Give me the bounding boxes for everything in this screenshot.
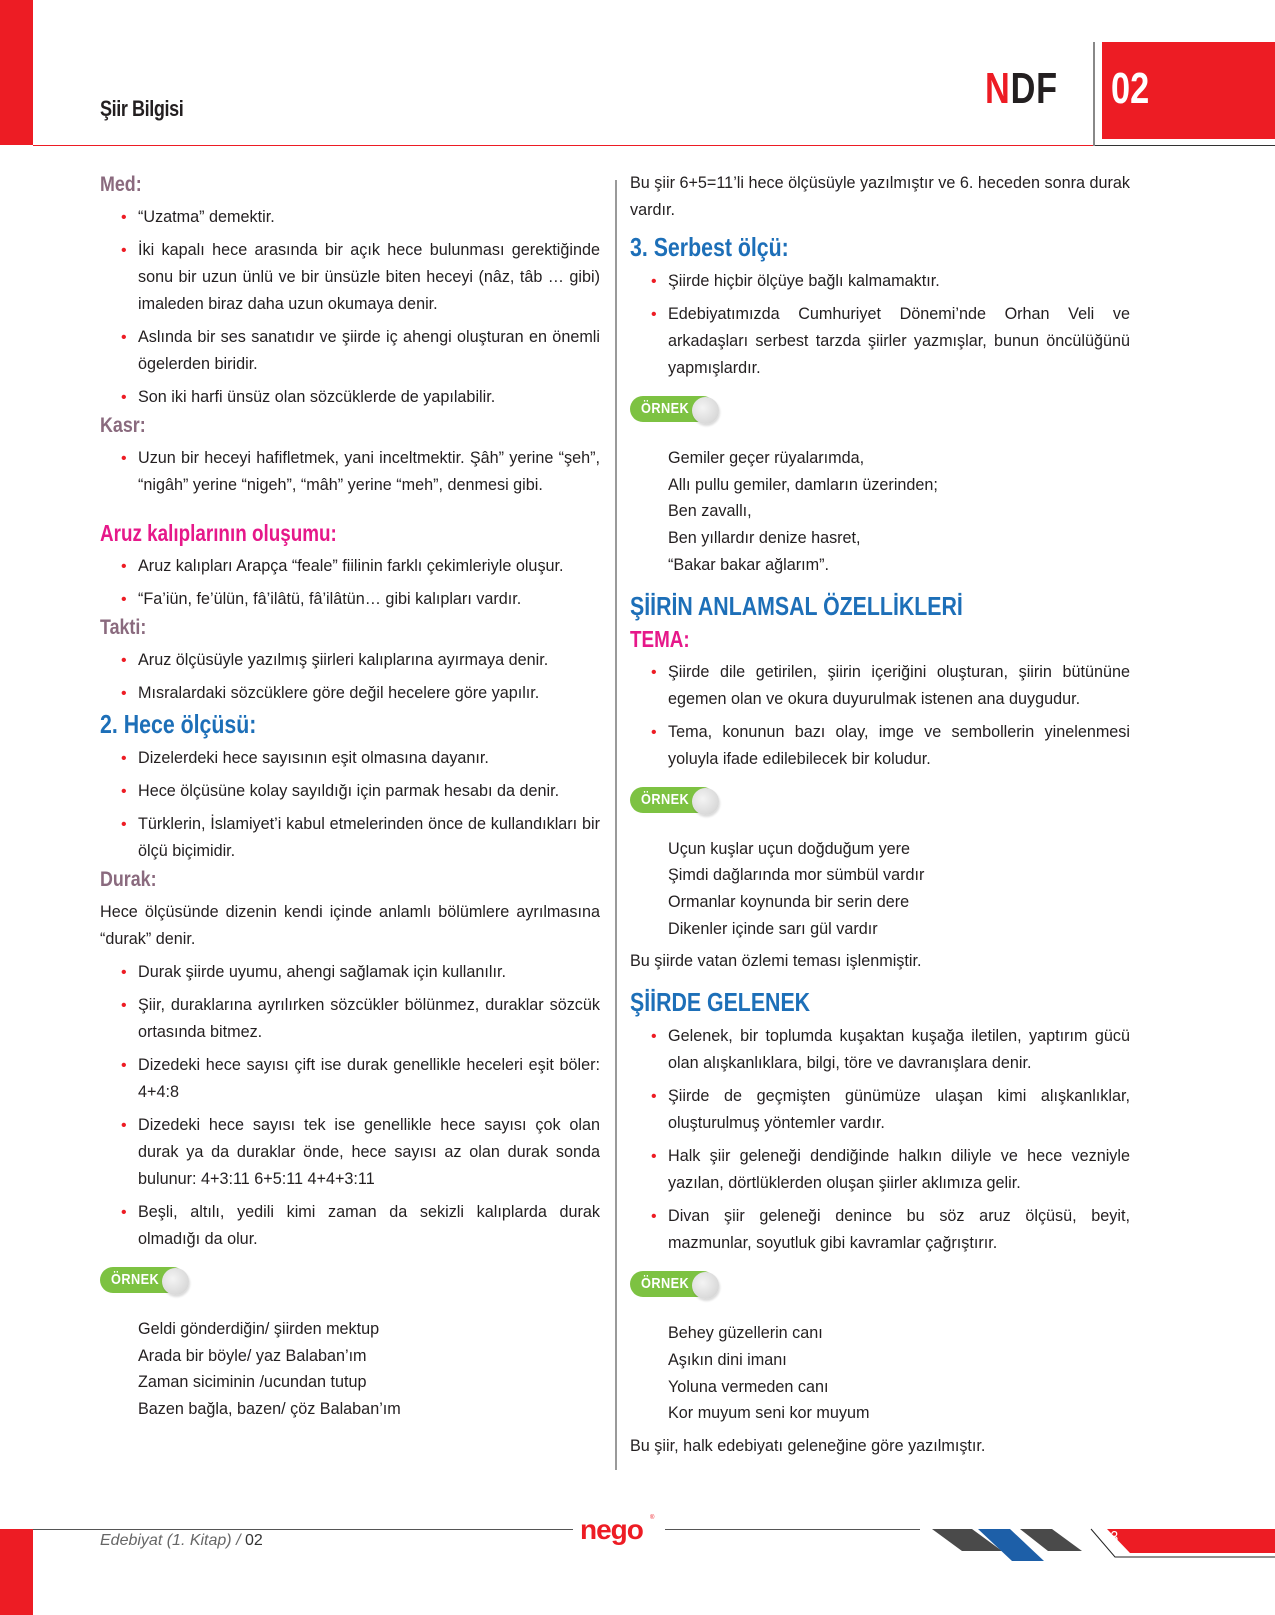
- ornek-label: ÖRNEK: [111, 1271, 160, 1288]
- example-poem: [630, 836, 1130, 943]
- list-item: • Hece ölçüsüne kolay sayıldığı için parmak hesabı da denir.: [100, 778, 600, 805]
- ornek-knob-icon: [162, 1268, 189, 1295]
- list-item: • Aruz kalıpları Arapça “feale” fiilinin farklı çekimleriyle oluşur.: [100, 553, 600, 580]
- poem-line: Kor muyum seni kor muyum: [668, 1404, 870, 1423]
- poem-line: Ben yıllardır denize hasret,: [668, 529, 861, 548]
- tema-note: Bu şiirde vatan özlemi teması işlenmiştir.: [630, 952, 922, 971]
- poem-line: Arada bir böyle/ yaz Balaban’ım: [138, 1346, 367, 1365]
- poem-line: Zaman siciminin /ucundan tutup: [138, 1373, 367, 1392]
- durak-intro: Hece ölçüsünde dizenin kendi içinde anlamlı bölümlere ayrılmasına “durak” denir.: [100, 903, 600, 948]
- list-item: • Aruz ölçüsüyle yazılmış şiirleri kalıplarına ayırmaya denir.: [100, 647, 600, 674]
- aruz-list: [100, 553, 600, 613]
- list-item: • Türklerin, İslamiyet’i kabul etmelerinden önce de kullandıkları bir ölçü biçimidir.: [100, 811, 600, 865]
- page-topic: Şiir Bilgisi: [100, 96, 184, 121]
- list-item: • Şiir, duraklarına ayrılırken sözcükler bölünmez, duraklar sözcük ortasında bitmez.: [100, 992, 600, 1046]
- section-gelenek-title: ŞİİRDE GELENEK: [630, 987, 811, 1018]
- gelenek-list: [630, 1023, 1130, 1257]
- poem-line: Dikenler içinde sarı gül vardır: [668, 919, 878, 938]
- svg-text:®: ®: [650, 1515, 655, 1521]
- list-item: • Dizedeki hece sayısı çift ise durak genellikle heceleri eşit böler: 4+4:8: [100, 1052, 600, 1106]
- list-item: • Halk şiir geleneği dendiğinde halkın diliyle ve hece vezniyle yazılan, dörtlüklerden oluşan şiirler aklımıza gelir.: [630, 1143, 1130, 1197]
- poem-line: Ormanlar koynunda bir serin dere: [668, 892, 910, 911]
- footer-stripes: [920, 1525, 1275, 1565]
- ornek-badge: [100, 1267, 192, 1293]
- ornek-badge: [630, 1271, 722, 1297]
- list-item: • Divan şiir geleneği denince bu söz aruz ölçüsü, beyit, mazmunlar, soyutluk gibi kavramlar çağrıştırır.: [630, 1203, 1130, 1257]
- list-item: • Tema, konunun bazı olay, imge ve sembollerin yinelenmesi yoluyla ifade edilebilecek bir koludur.: [630, 719, 1130, 773]
- poem-line: Bazen bağla, bazen/ çöz Balaban’ım: [138, 1400, 401, 1419]
- poem-line: Aşıkın dini imanı: [668, 1351, 787, 1370]
- brand-separator: [1093, 42, 1095, 146]
- list-item: • Dizelerdeki hece sayısının eşit olmasına dayanır.: [100, 745, 600, 772]
- footer-divider: [665, 1529, 920, 1530]
- page-number-band: [1107, 1529, 1275, 1553]
- ornek-knob-icon: [692, 1272, 719, 1299]
- poem-line: Gemiler geçer rüyalarımda,: [668, 449, 865, 467]
- list-item: • Uzun bir heceyi hafifletmek, yani inceltmektir. Şâh” yerine “şeh”, “nigâh” yerine “nigeh”, “mâh” yerine “meh”, denmesi gibi.: [100, 445, 600, 499]
- footer-book-number: 02: [244, 1532, 263, 1549]
- example-poem: [630, 1320, 1130, 1427]
- list-item: • Durak şiirde uyumu, ahengi sağlamak için kullanılır.: [100, 959, 600, 986]
- list-item: • “Uzatma” demektir.: [100, 204, 600, 231]
- section-durak-title: Durak:: [100, 868, 157, 891]
- poem-line: Uçun kuşlar uçun doğduğum yere: [668, 839, 911, 858]
- list-item: • Son iki harfi ünsüz olan sözcüklerde de yapılabilir.: [100, 384, 600, 411]
- header-divider: [33, 145, 1093, 146]
- list-item: • Dizedeki hece sayısı tek ise genellikle hece sayısı çok olan durak ya da duraklar önde, hece sayısı az olan durak sonda bulunur: 4+3:11 6+5:11 4+4+3:11: [100, 1112, 600, 1193]
- left-column: [100, 170, 600, 1429]
- poem-line: Şimdi dağlarında mor sümbül vardır: [668, 866, 925, 885]
- unit-number: 02: [1111, 64, 1150, 113]
- list-item: • Aslında bir ses sanatıdır ve şiirde iç ahengi oluşturan en önemli ögelerden biridir.: [100, 324, 600, 378]
- ornek-badge: [630, 787, 722, 813]
- footer-divider: [33, 1529, 573, 1530]
- list-item: • Edebiyatımızda Cumhuriyet Dönemi’nde Orhan Veli ve arkadaşları serbest tarzda şiirler yazmışlar, bunun öncülüğünü yapmışlardır.: [630, 301, 1130, 382]
- poem-line: Behey güzellerin canı: [668, 1324, 823, 1343]
- footer-book: Edebiyat (1. Kitap) /: [100, 1532, 241, 1549]
- section-kasr-title: Kasr:: [100, 414, 146, 437]
- ornek-label: ÖRNEK: [641, 1275, 690, 1293]
- brand-ndf: [985, 64, 1058, 113]
- ornek-knob-icon: [692, 788, 719, 815]
- takti-list: [100, 647, 600, 707]
- brand-n: N: [985, 64, 1011, 113]
- svg-text:nego: nego: [580, 1514, 643, 1545]
- gelenek-note: Bu şiir, halk edebiyatı geleneğine göre yazılmıştır.: [630, 1437, 986, 1456]
- ornek-knob-icon: [692, 397, 719, 424]
- publisher-logo: [576, 1509, 662, 1549]
- list-item: • “Fa’iün, fe’ülün, fâ’ilâtü, fâ’ilâtün… gibi kalıpları vardır.: [100, 586, 600, 613]
- example-poem: [630, 445, 1130, 579]
- poem-line: Yoluna vermeden canı: [668, 1377, 829, 1396]
- list-item: • Mısralardaki sözcüklere göre değil hecelere göre yapılır.: [100, 680, 600, 707]
- list-item: • Şiirde dile getirilen, şiirin içeriğini oluşturan, şiirin bütününe egemen olan ve okura duyurulmak istenen ana duygudur.: [630, 659, 1130, 713]
- serbest-list: [630, 268, 1130, 382]
- section-aruz-title: Aruz kalıplarının oluşumu:: [100, 520, 337, 546]
- footer-red-bar: [0, 1529, 33, 1615]
- section-tema-title: TEMA:: [630, 625, 690, 652]
- poem-line: Ben zavallı,: [668, 502, 752, 521]
- column-separator: [615, 180, 617, 1470]
- list-item: • Gelenek, bir toplumda kuşaktan kuşağa iletilen, yaptırım gücü olan alışkanlıklara, bilgi, töre ve davranışlara denir.: [630, 1023, 1130, 1077]
- list-item: • İki kapalı hece arasında bir açık hece bulunması gerektiğinde sonu bir uzun ünlü ve bir ünsüzle biten heceyi (nâz, tâb … gibi) imaleden biraz daha uzun okumaya denir.: [100, 237, 600, 318]
- list-item: • Beşli, altılı, yedili kimi zaman da sekizli kalıplarda durak olmadığı da olur.: [100, 1199, 600, 1253]
- med-list: [100, 204, 600, 411]
- right-column: [630, 170, 1130, 1466]
- kasr-list: [100, 445, 600, 499]
- section-serbest-title: 3. Serbest ölçü:: [630, 232, 789, 262]
- footer-book-title: [100, 1532, 263, 1550]
- hece-list: [100, 745, 600, 865]
- poem-line: Allı pullu gemiler, damların üzerinden;: [668, 475, 938, 494]
- ornek-badge: [630, 396, 722, 422]
- brand-df: DF: [1010, 64, 1058, 113]
- section-hece-title: 2. Hece ölçüsü:: [100, 709, 257, 739]
- poem-line: “Bakar bakar ağlarım”.: [668, 555, 830, 574]
- poem-line: Geldi gönderdiğin/ şiirden mektup: [138, 1320, 380, 1338]
- header-divider-dark: [1093, 145, 1275, 146]
- durak-list: [100, 959, 600, 1253]
- list-item: • Şiirde hiçbir ölçüye bağlı kalmamaktır.: [630, 268, 1130, 295]
- section-takti-title: Takti:: [100, 616, 147, 639]
- example-poem: [100, 1316, 600, 1423]
- tema-list: [630, 659, 1130, 773]
- section-anlamsal-title: ŞİİRİN ANLAMSAL ÖZELLİKLERİ: [630, 590, 963, 621]
- section-med-title: Med:: [100, 173, 142, 196]
- hece-note: Bu şiir 6+5=11’li hece ölçüsüyle yazılmıştır ve 6. heceden sonra durak vardır.: [630, 174, 1130, 219]
- ornek-label: ÖRNEK: [641, 790, 690, 808]
- page-number: 3: [1110, 1529, 1119, 1546]
- header-red-bar: [0, 0, 33, 145]
- ornek-label: ÖRNEK: [641, 400, 690, 417]
- list-item: • Şiirde de geçmişten günümüze ulaşan kimi alışkanlıklar, oluşturulmuş yöntemler vardır.: [630, 1083, 1130, 1137]
